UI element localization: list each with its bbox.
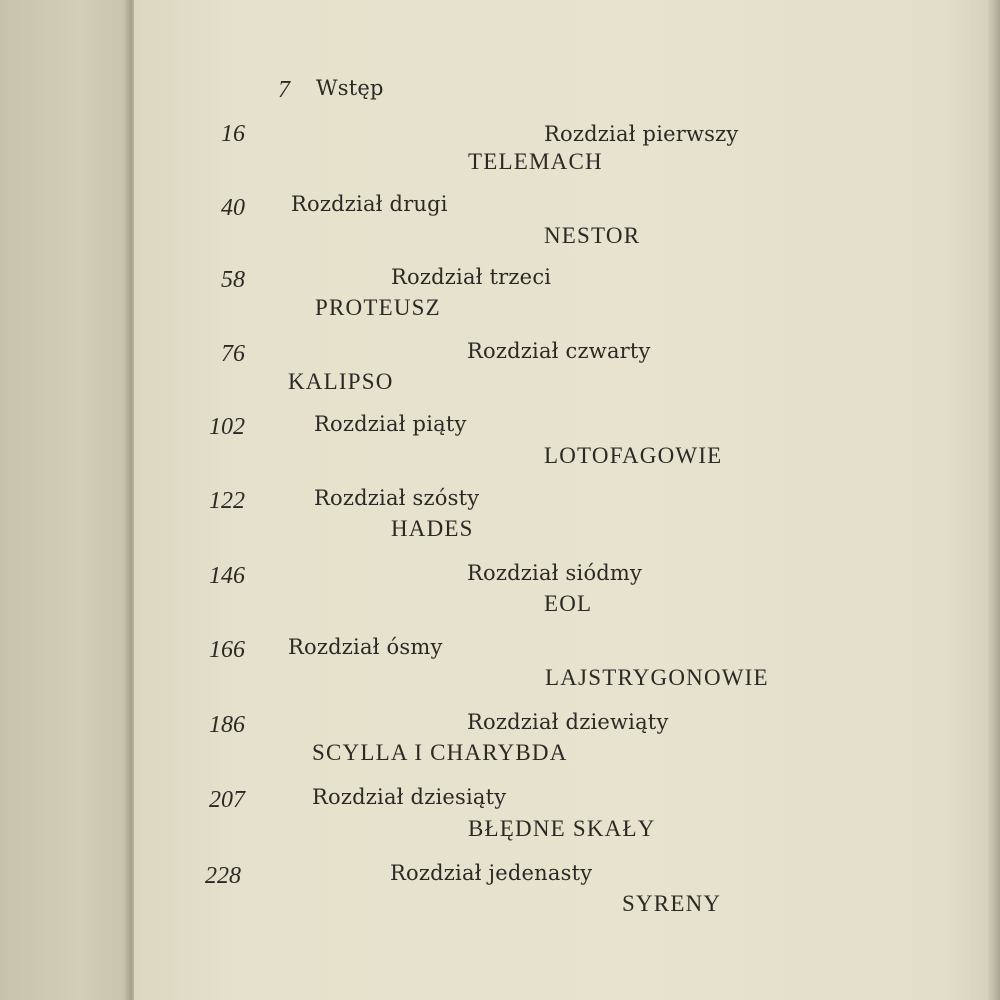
page-number: 122 [209,488,245,514]
chapter-label: Rozdział szósty [314,486,480,510]
page-number: 207 [209,787,245,813]
chapter-label: Rozdział siódmy [467,561,643,585]
page-edge [988,0,1000,1000]
chapter-label: Rozdział pierwszy [544,122,739,146]
page-number: 40 [221,195,245,221]
chapter-label: Rozdział piąty [314,412,467,436]
chapter-title: EOL [544,591,593,616]
chapter-label: Rozdział jedenasty [390,861,593,885]
page-number: 7 [278,77,290,103]
chapter-title: PROTEUSZ [315,295,441,320]
chapter-label: Rozdział dziewiąty [467,710,669,734]
chapter-title: LAJSTRYGONOWIE [545,665,769,690]
chapter-title: HADES [391,516,474,541]
page-number: 76 [221,341,245,367]
chapter-label: Rozdział ósmy [288,635,443,659]
chapter-label: Rozdział drugi [291,192,448,216]
table-of-contents-page [134,0,988,1000]
chapter-title: LOTOFAGOWIE [544,443,723,468]
page-number: 186 [209,712,245,738]
chapter-title: SCYLLA I CHARYBDA [312,740,568,765]
page-number: 16 [221,121,245,147]
page-number: 146 [209,563,245,589]
page-number: 166 [209,637,245,663]
chapter-title: TELEMACH [468,149,603,174]
left-page [0,0,132,1000]
page-number: 228 [205,863,241,889]
page-number: 102 [209,414,245,440]
chapter-title: SYRENY [622,891,722,916]
chapter-label: Rozdział czwarty [467,339,651,363]
chapter-title: BŁĘDNE SKAŁY [468,816,656,841]
chapter-label: Rozdział dziesiąty [312,785,507,809]
chapter-label: Wstęp [316,76,384,100]
chapter-title: NESTOR [544,223,641,248]
chapter-label: Rozdział trzeci [391,265,552,289]
chapter-title: KALIPSO [288,369,394,394]
page-number: 58 [221,267,245,293]
